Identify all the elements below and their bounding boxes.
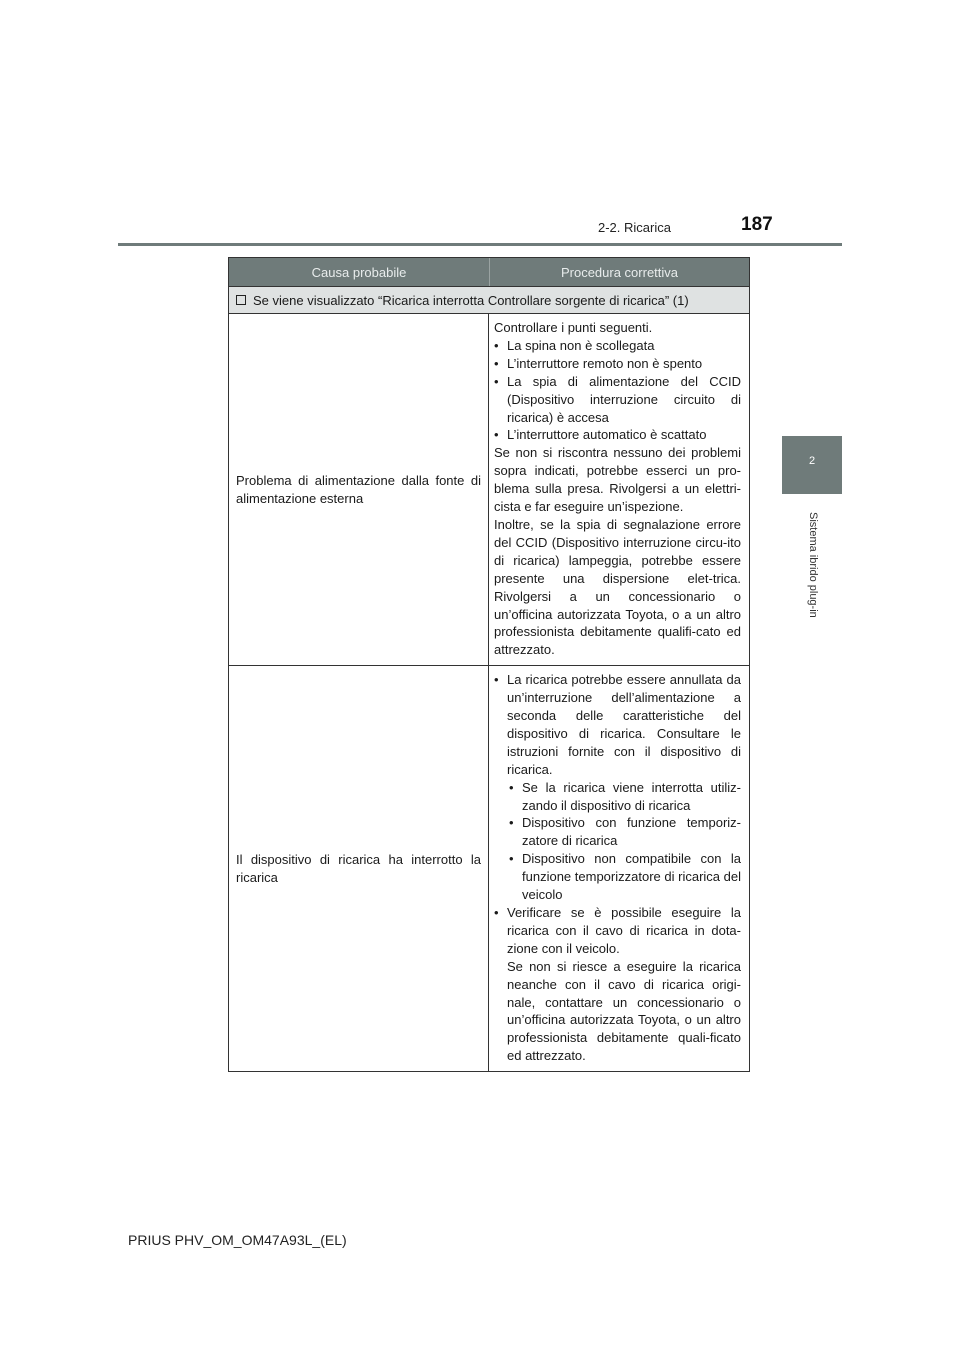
sub-list-item: • Se la ricarica viene interrotta utiliz-zando il dispositivo di ricarica	[494, 779, 741, 815]
procedure-intro: Controllare i punti seguenti.	[494, 320, 653, 335]
cause-text: Problema di alimentazione dalla fonte di alimentazione esterna	[236, 472, 481, 506]
table-header	[229, 258, 749, 286]
cause-cell	[229, 314, 489, 665]
sub-list-item: • Dispositivo con funzione temporiz-zatore di ricarica	[494, 814, 741, 850]
table-row	[229, 313, 749, 665]
cause-text: Il dispositivo di ricarica ha interrotto la ricarica	[236, 851, 481, 885]
list-item: • La spia di alimentazione del CCID (Dispositivo interruzione circuito di ricarica) è accesa	[494, 373, 741, 427]
page-number: 187	[741, 214, 773, 235]
list-item: • La ricarica potrebbe essere annullata da un’interruzione dell’alimentazione a seconda delle caratteristiche del dispositivo di ricarica. Consultare le istruzioni fornite con il dispositivo di ricarica.	[494, 671, 741, 778]
cause-cell	[229, 666, 489, 1071]
section-title-text: Se viene visualizzato “Ricarica interrotta Controllare sorgente di ricarica” (1)	[253, 292, 689, 308]
chapter-tab[interactable]	[782, 436, 842, 494]
section-title: 2-2. Ricarica	[598, 220, 671, 235]
list-item: • La spina non è scollegata	[494, 337, 741, 355]
list-item: • L’interruttore automatico è scattato	[494, 426, 741, 444]
column-header-cause: Causa probabile	[229, 258, 490, 286]
list-item-continuation: Se non si riesce a eseguire la ricarica neanche con il cavo di ricarica origi-nale, contattare un concessionario o un’officina autorizzata Toyota, o un altro professionista debitamente quali-ficato ed attrezzato.	[507, 958, 741, 1064]
chapter-number: 2	[808, 455, 816, 467]
checkbox-icon	[236, 295, 246, 305]
procedure-cell	[489, 314, 749, 665]
table-section-title	[229, 286, 749, 313]
procedure-paragraph: Inoltre, se la spia di segnalazione errore del CCID (Dispositivo interruzione circu-ito di ricarica) lampeggia, potrebbe essere presente una dispersione elet-trica. Rivolgersi a un concessionario o un’officina autorizzata Toyota, o a un altro professionista debitamente qualifi-cato ed attrezzato.	[494, 516, 741, 658]
procedure-paragraph: Se non si riscontra nessuno dei problemi sopra indicati, potrebbe esserci un pro-blema sulla presa. Rivolgersi a un elettri-cista e far eseguire un’ispezione.	[494, 445, 741, 515]
column-header-procedure: Procedura correttiva	[560, 264, 679, 280]
chapter-label: Sistema ibrido plug-in	[807, 512, 819, 618]
list-item: • Verificare se è possibile eseguire la ricarica con il cavo di ricarica in dota-zione con il veicolo.	[494, 904, 741, 958]
header-rule	[118, 243, 842, 246]
sub-list-item: • Dispositivo non compatibile con la funzione temporizzatore di ricarica del veicolo	[494, 850, 741, 904]
document-code: PRIUS PHV_OM_OM47A93L_(EL)	[128, 1232, 347, 1248]
troubleshooting-table	[228, 257, 750, 1072]
table-row	[229, 665, 749, 1071]
procedure-cell	[489, 666, 749, 1071]
list-item: • L’interruttore remoto non è spento	[494, 355, 741, 373]
